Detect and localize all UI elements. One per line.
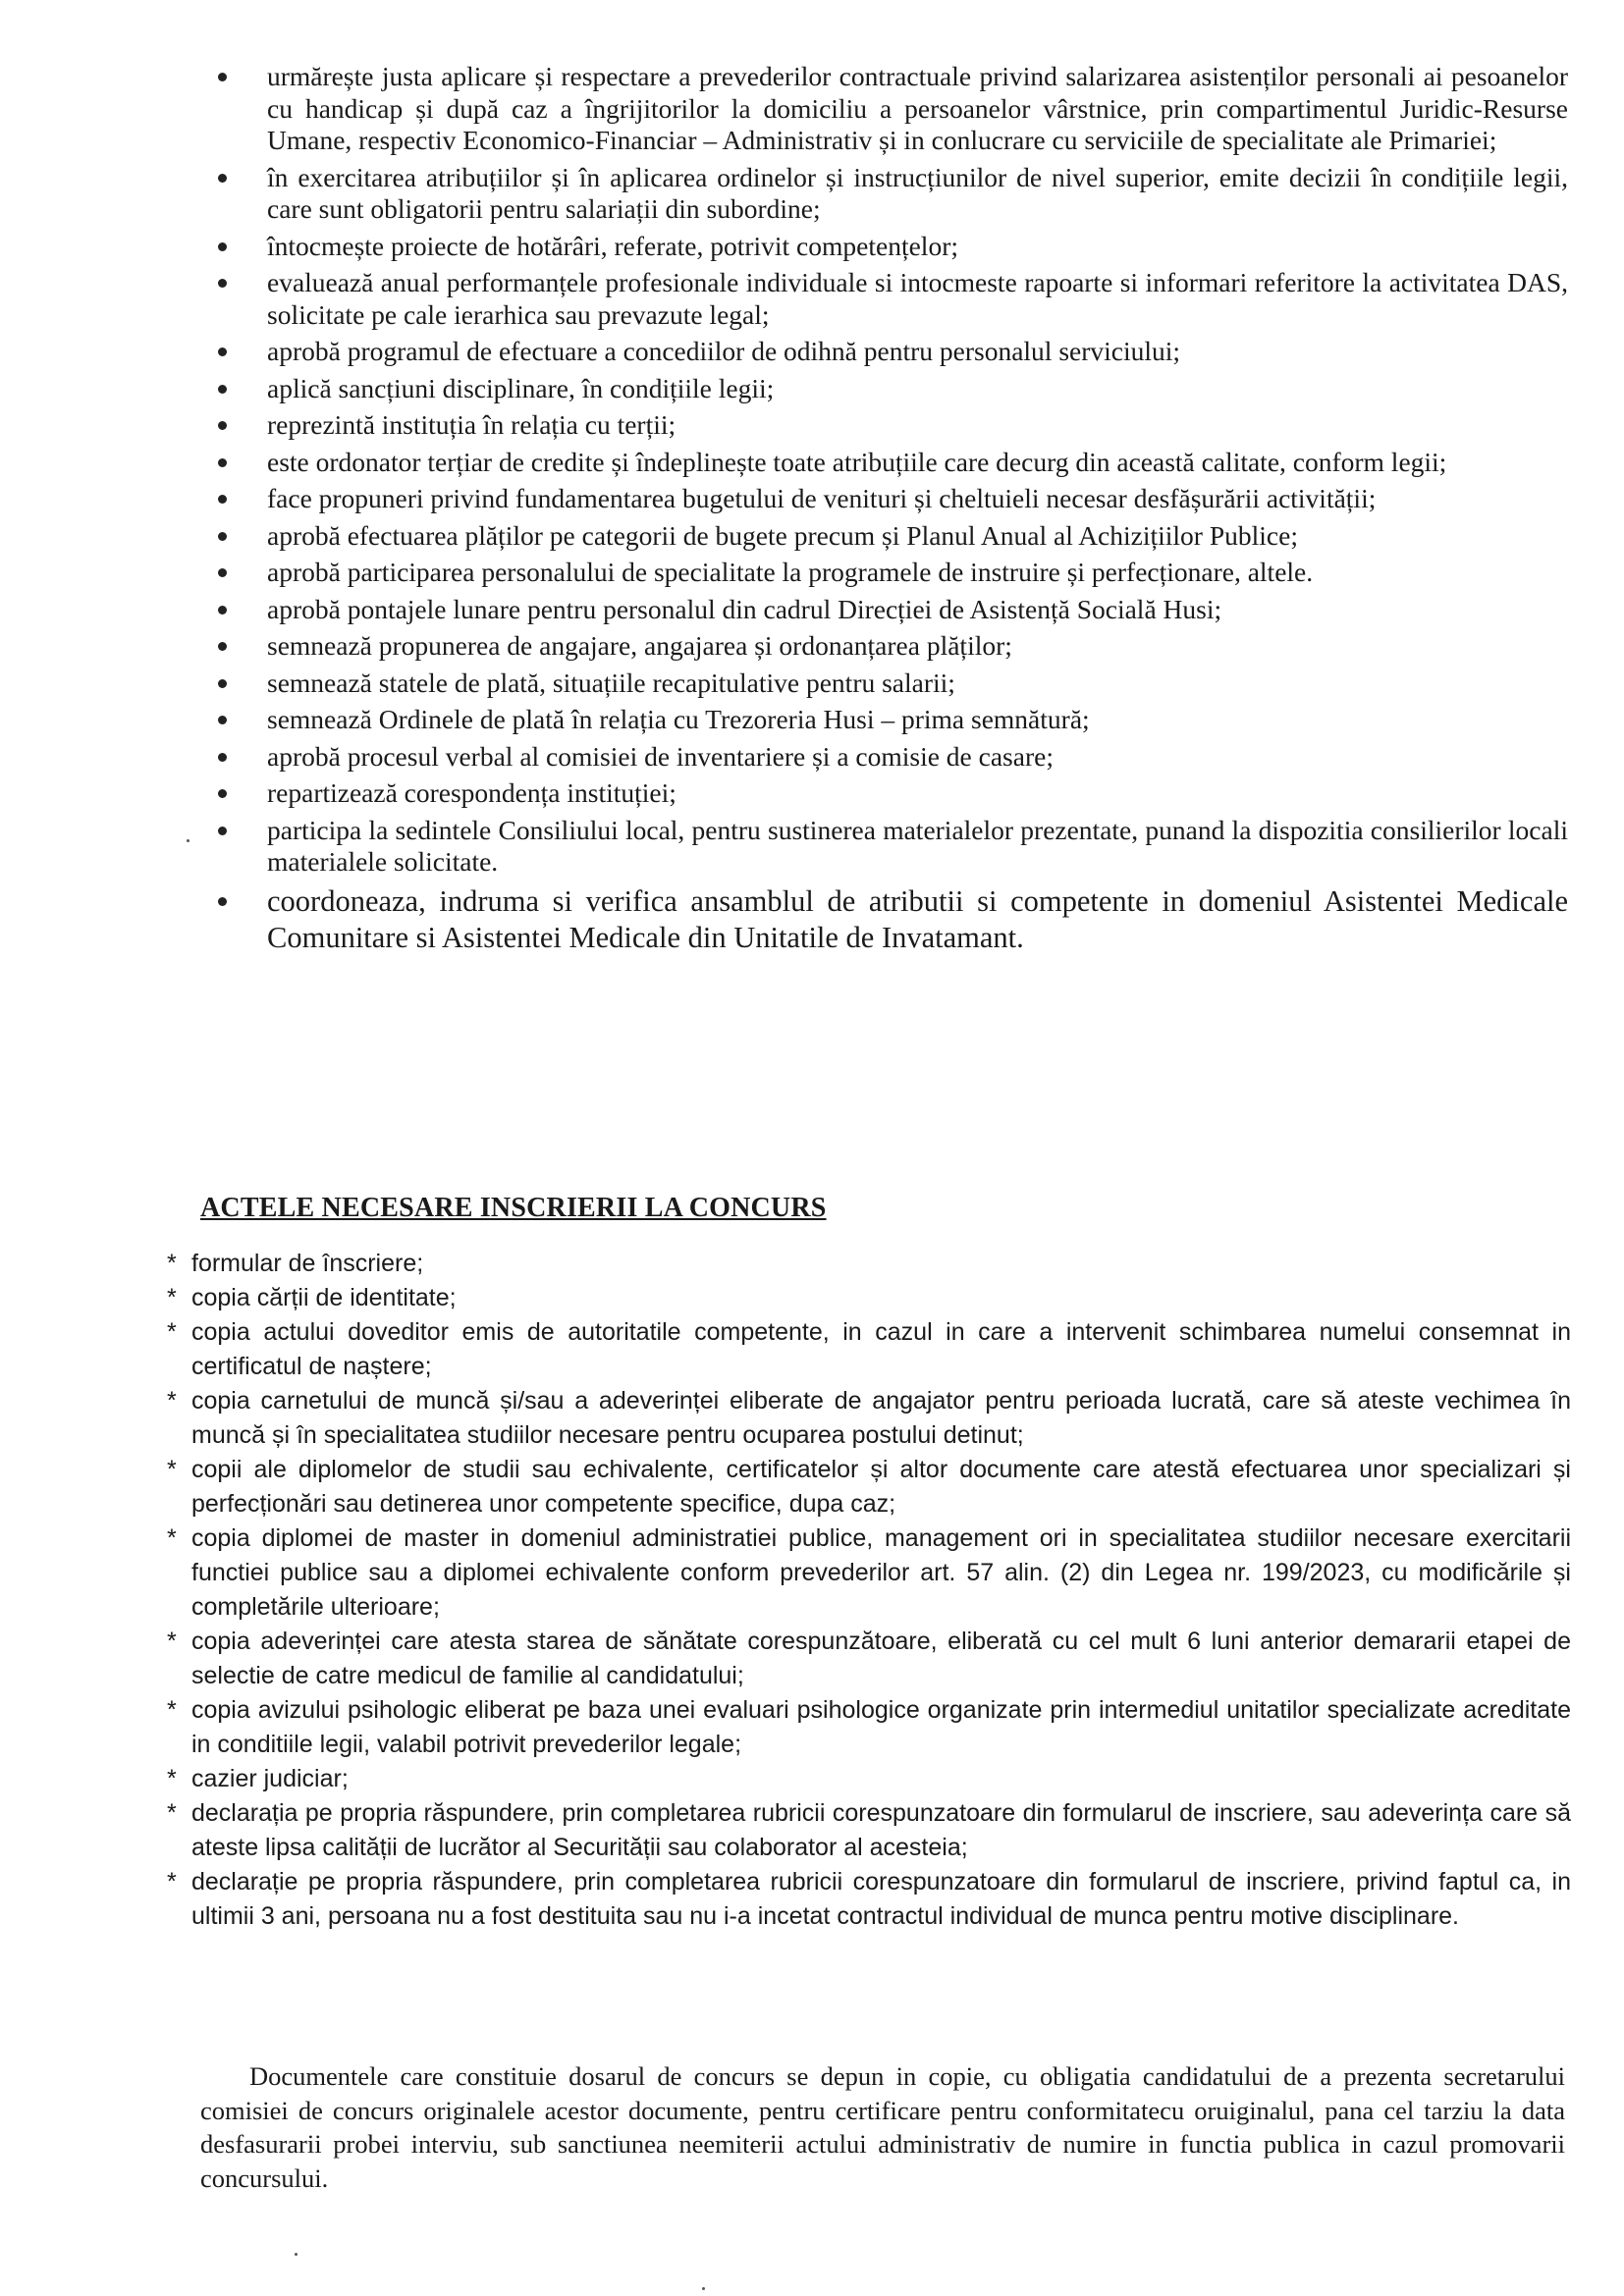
duty-text: coordoneaza, indruma si verifica ansamblul de atributii si competente in domeniul Asistentei Medicale Comunitare si Asistentei Medicale din Unitatile de Invatamant. [267,883,1568,954]
duty-item [218,520,1568,553]
duty-text: urmărește justa aplicare și respectare a prevederilor contractuale privind salarizarea asistenților personali ai pesoanelor cu handicap și după caz a îngrijitorilor la domiciliu a persoanelor vârstnice, prin compartimentul Juridic-Resurse Umane, respectiv Economico-Financiar – Administrativ și in conlucrare cu serviciile de specialitate ale Primariei; [267,61,1568,155]
required-doc-item [167,1247,1571,1281]
duty-text: aprobă programul de efectuare a concediilor de odihnă pentru personalul serviciului; [267,336,1181,366]
asterisk-bullet: * [167,1765,177,1792]
duty-text: semnează propunerea de angajare, angajarea și ordonanțarea plăților; [267,630,1012,661]
bullet-dot-icon [218,606,227,614]
duty-text: face propuneri privind fundamentarea bugetului de venituri și cheltuieli necesar desfășurării activității; [267,483,1377,513]
asterisk-bullet: * [167,1318,177,1346]
bullet-dot-icon [218,642,227,651]
required-doc-text: copia avizului psihologic eliberat pe baza unei evaluari psihologice organizate prin intermediul unitatilor specializate acreditate in conditiile legii, valabil potrivit prevederilor legale; [191,1696,1571,1758]
asterisk-bullet: * [167,1456,177,1483]
duty-text: reprezintă instituția în relația cu terții; [267,409,677,440]
duty-item [218,267,1568,331]
closing-paragraph: Documentele care constituie dosarul de concurs se depun in copie, cu obligatia candidatului de a prezenta secretarului comisiei de concurs originalele acestor documente, pentru certificare pentru conformitatecu oruiginalul, pana cel tarziu la data desfasurarii probei interviu, sub sanctiunea neemiterii actului administrativ de numire in functia publica in cazul promovarii concursului. [200,2061,1565,2193]
duty-item [218,883,1568,956]
duty-text: întocmește proiecte de hotărâri, referate, potrivit competențelor; [267,230,958,261]
duty-text: aprobă procesul verbal al comisiei de inventariere și a comisie de casare; [267,740,1054,772]
required-doc-text: copia cărții de identitate; [191,1284,457,1311]
duty-item [218,336,1568,368]
duty-text: evaluează anual performanțele profesionale individuale si intocmeste rapoarte si informari referitore la activitatea DAS, solicitate pe cale ierarhica sau prevazute legal; [267,267,1568,330]
bullet-dot-icon [218,279,227,288]
bullet-dot-icon [218,827,227,835]
duty-item [218,61,1568,157]
duty-item [218,594,1568,626]
bullet-dot-icon [218,421,227,430]
required-doc-item [167,1453,1571,1522]
required-doc-text: copii ale diplomelor de studii sau echivalente, certificatelor și altor documente care atestă efectuarea unor specializari și perfecționări sau detinerea unor competente specifice, dupa caz; [191,1456,1571,1518]
bullet-dot-icon [218,347,227,356]
required-doc-item [167,1384,1571,1453]
scan-speck [295,2253,298,2256]
duty-item [218,667,1568,700]
asterisk-bullet: * [167,1868,177,1896]
required-doc-item [167,1281,1571,1315]
bullet-dot-icon [218,679,227,688]
required-doc-text: copia diplomei de master in domeniul administratiei publice, management ori in specialitatea studiilor necesare exercitarii functiei publice sau a diplomei echivalente conform prevederilor art. 57 alin. (2) din Legea nr. 199/2023, cu modificările și completările ulterioare; [191,1524,1571,1621]
duty-text: este ordonator terțiar de credite și îndeplinește toate atribuțiile care decurg din această calitate, conform legii; [267,446,1447,477]
duty-text: aprobă efectuarea plăților pe categorii de bugete precum și Planul Anual al Achizițiilor Publice; [267,519,1298,551]
required-doc-item [167,1762,1571,1796]
bullet-dot-icon [218,73,227,81]
required-doc-text: cazier judiciar; [191,1765,349,1792]
required-doc-item [167,1522,1571,1625]
required-doc-item [167,1693,1571,1762]
bullet-dot-icon [218,753,227,762]
bullet-dot-icon [218,532,227,541]
bullet-dot-icon [218,716,227,724]
duty-item [218,557,1568,589]
asterisk-bullet: * [167,1250,177,1277]
bullet-dot-icon [218,789,227,798]
duty-text: semnează statele de plată, situațiile recapitulative pentru salarii; [267,667,955,698]
duty-item [218,704,1568,736]
duty-item [218,777,1568,810]
scan-speck [187,839,189,842]
bullet-dot-icon [218,495,227,504]
duty-item [218,409,1568,442]
scan-speck [702,2287,705,2290]
bullet-dot-icon [218,242,227,251]
bullet-dot-icon [218,174,227,183]
required-doc-text: formular de înscriere; [191,1250,424,1277]
required-doc-text: copia carnetului de muncă și/sau a adeverinței eliberate de angajator pentru perioada lucrată, care să ateste vechimea în muncă și în specialitatea studiilor necesare pentru ocuparea postului detinut; [191,1387,1571,1449]
asterisk-bullet: * [167,1628,177,1655]
duty-item [218,815,1568,879]
bullet-dot-icon [218,897,227,906]
duties-list [218,61,1568,961]
duty-text: în exercitarea atribuțiilor și în aplicarea ordinelor și instrucțiunilor de nivel superior, emite decizii în condițiile legii, care sunt obligatorii pentru salariații din subordine; [267,161,1568,224]
asterisk-bullet: * [167,1799,177,1827]
bullet-dot-icon [218,568,227,577]
duty-item [218,630,1568,663]
bullet-dot-icon [218,458,227,467]
duty-item [218,162,1568,226]
required-doc-text: copia actului doveditor emis de autoritatile competente, in cazul in care a intervenit schimbarea numelui consemnat in certificatul de naștere; [191,1318,1571,1380]
required-doc-item [167,1315,1571,1384]
duty-item [218,373,1568,405]
duty-text: aplică sancțiuni disciplinare, în condițiile legii; [267,372,775,403]
duty-item [218,447,1568,479]
duty-text: semnează Ordinele de plată în relația cu Trezoreria Husi – prima semnătură; [267,704,1090,734]
duty-text: aprobă pontajele lunare pentru personalul din cadrul Direcției de Asistență Socială Husi; [267,593,1222,624]
asterisk-bullet: * [167,1524,177,1552]
required-documents-list [167,1247,1571,1934]
duty-text: aprobă participarea personalului de specialitate la programele de instruire și perfecționare, altele. [267,557,1314,587]
bullet-dot-icon [218,385,227,394]
duty-text: repartizează corespondența instituției; [267,777,677,808]
required-doc-text: declarație pe propria răspundere, prin completarea rubricii corespunzatoare din formularul de inscriere, privind faptul ca, in ultimii 3 ani, persoana nu a fost destituita sau nu i-a incetat contractul individual de munca pentru motive disciplinare. [191,1868,1571,1930]
asterisk-bullet: * [167,1696,177,1724]
duty-item [218,483,1568,515]
duty-text: participa la sedintele Consiliului local, pentru sustinerea materialelor prezentate, punand la dispozitia consilierilor locali materialele solicitate. [267,814,1568,877]
required-doc-text: copia adeverinței care atesta starea de sănătate corespunzătoare, eliberată cu cel mult 6 luni anterior demararii etapei de selectie de catre medicul de familie al candidatului; [191,1628,1571,1689]
required-doc-item [167,1865,1571,1934]
required-doc-item [167,1625,1571,1693]
section-heading: ACTELE NECESARE INSCRIERII LA CONCURS [200,1193,827,1223]
asterisk-bullet: * [167,1284,177,1311]
duty-item [218,741,1568,774]
duty-item [218,231,1568,263]
required-doc-text: declarația pe propria răspundere, prin completarea rubricii corespunzatoare din formularul de inscriere, sau adeverința care să ateste lipsa calității de lucrător al Securității sau colaborator al acesteia; [191,1799,1571,1861]
asterisk-bullet: * [167,1387,177,1415]
required-doc-item [167,1796,1571,1865]
